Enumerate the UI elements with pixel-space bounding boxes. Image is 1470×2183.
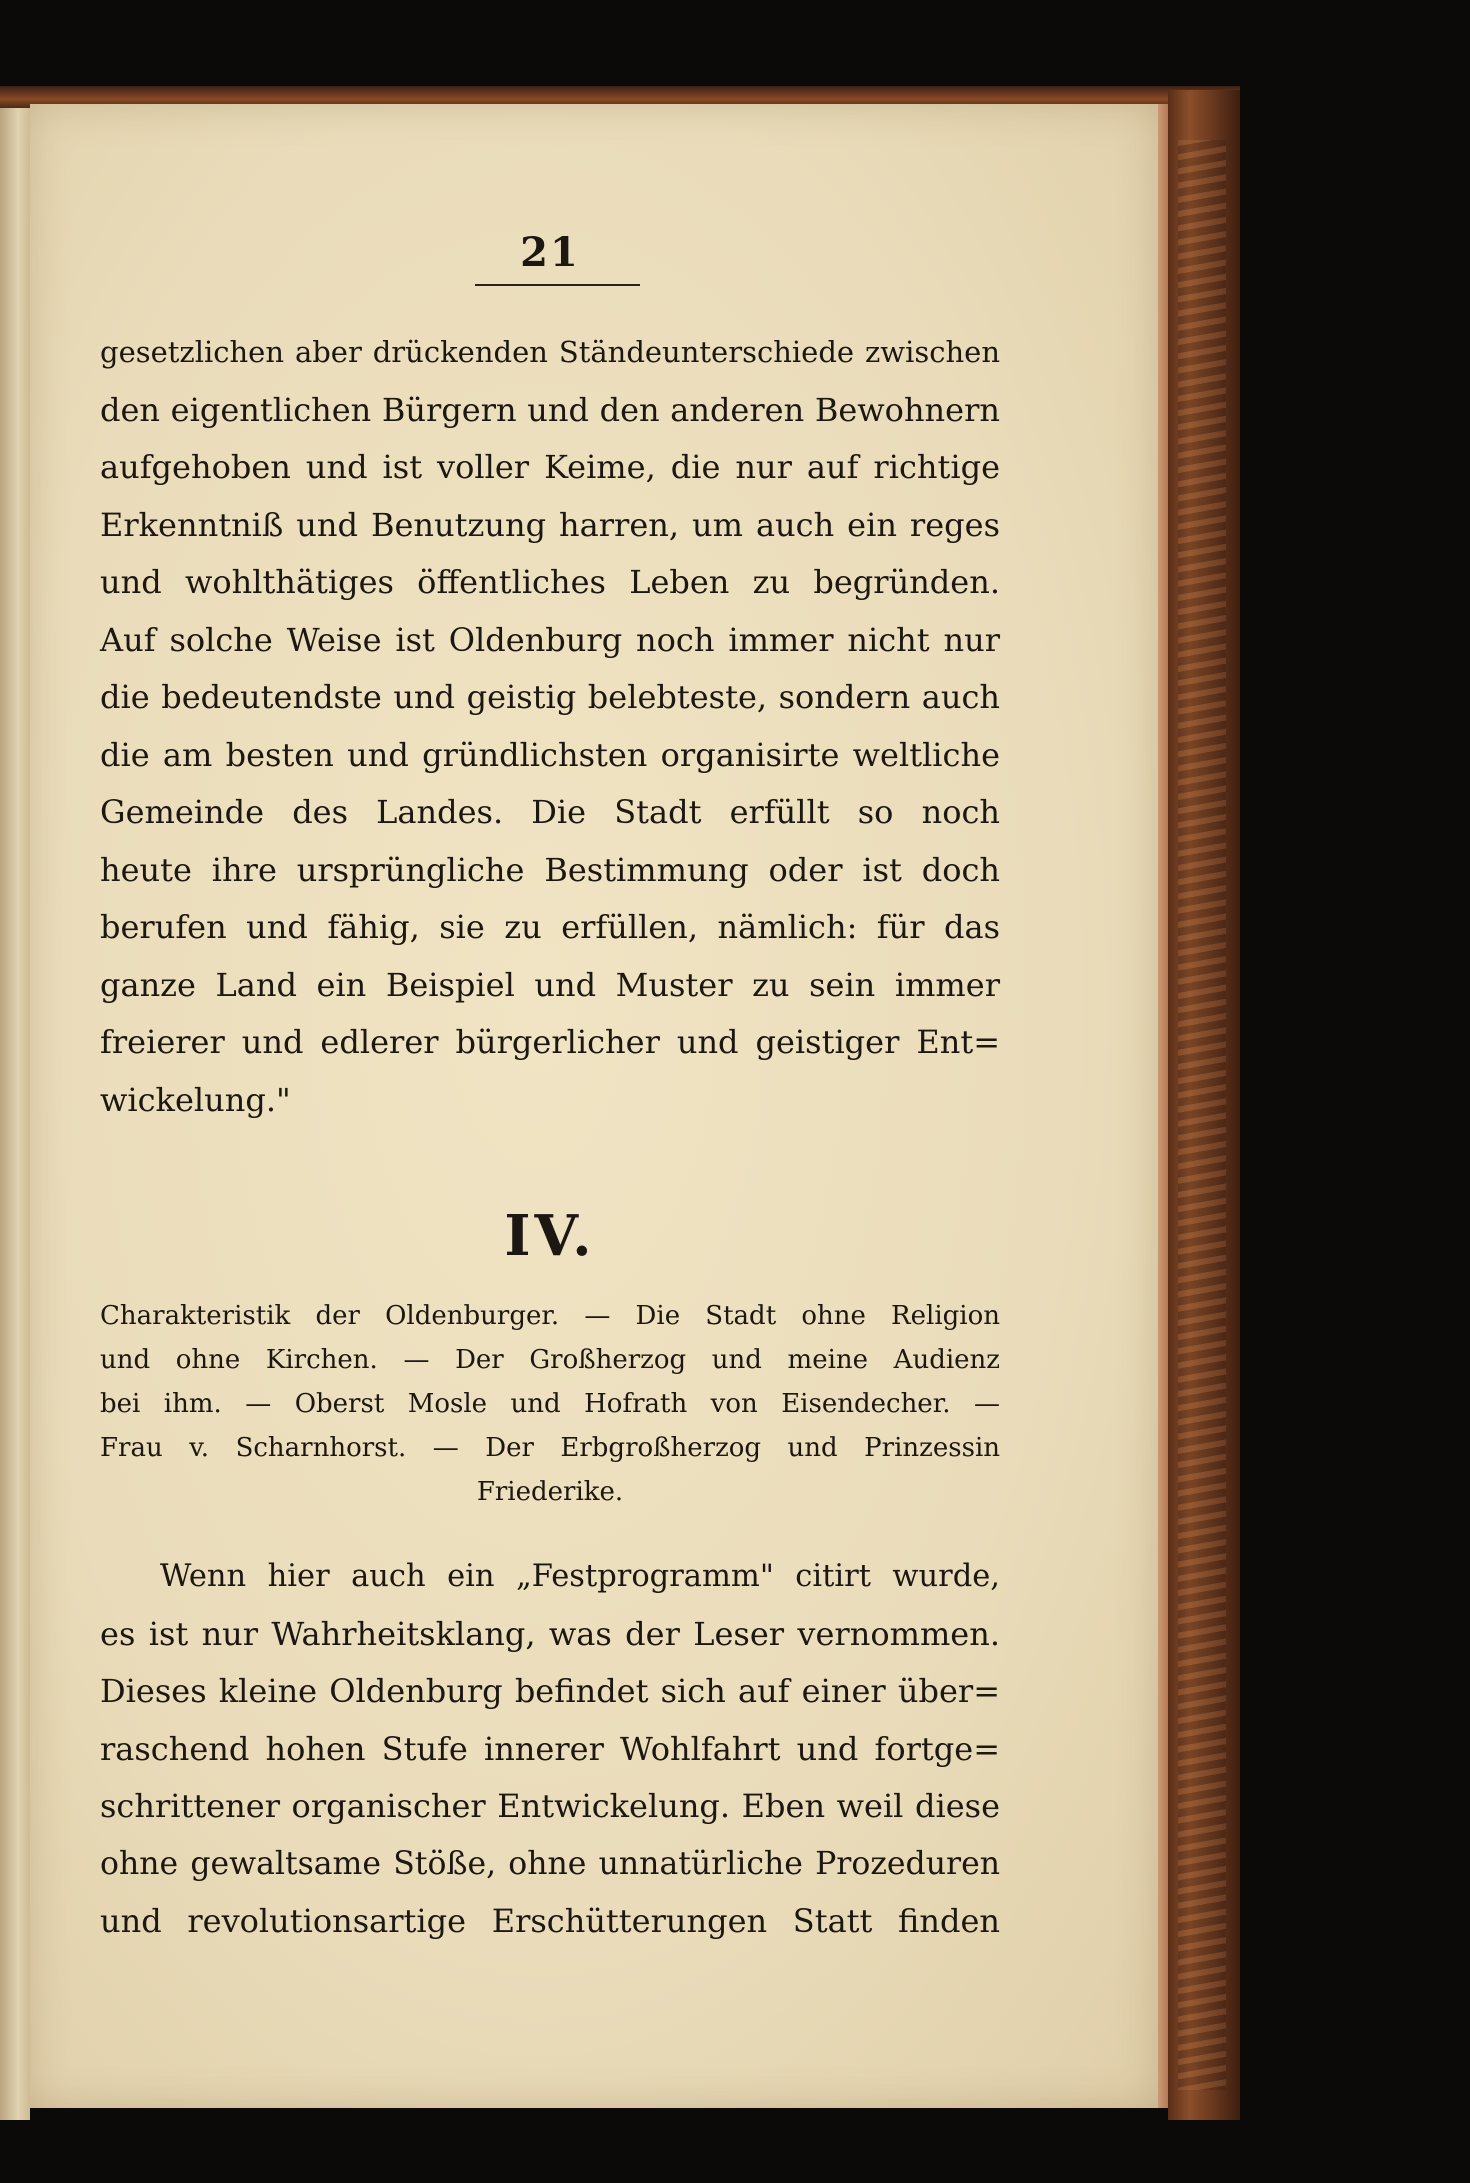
text-line: ganze Land ein Beispiel und Muster zu sein immer [100, 965, 1000, 1004]
chapter-summary [100, 1294, 1000, 1514]
summary-line: Charakteristik der Oldenburger. — Die Stadt ohne Religion [100, 1301, 1000, 1331]
page-number: 21 [520, 229, 580, 276]
paragraph [100, 1548, 1000, 1951]
summary-line: Friederike. [476, 1477, 624, 1507]
text-line: raschend hohen Stufe innerer Wohlfahrt und fortge= [100, 1729, 1000, 1768]
summary-line: Frau v. Scharnhorst. — Der Erbgroßherzog und Prinzessin [100, 1433, 1000, 1463]
text-line: wickelung." [100, 1080, 291, 1119]
text-line: Gemeinde des Landes. Die Stadt erfüllt so noch [100, 793, 1000, 831]
text-line: aufgehoben und ist voller Keime, die nur auf richtige [100, 448, 1000, 486]
paragraph-continued [100, 324, 1000, 1129]
text-line: und revolutionsartige Erschütterungen Statt finden [100, 1902, 1000, 1940]
text-line: die bedeutendste und geistig belebteste, sondern auch [100, 678, 1000, 716]
summary-line: bei ihm. — Oberst Mosle und Hofrath von Eisendecher. — [100, 1389, 1000, 1419]
summary-line: und ohne Kirchen. — Der Großherzog und meine Audienz [100, 1345, 1000, 1375]
leather-texture [1178, 140, 1226, 2090]
text-line: schrittener organischer Entwickelung. Eben weil diese [100, 1787, 1000, 1825]
text-line: es ist nur Wahrheitsklang, was der Leser vernommen. [100, 1614, 1000, 1653]
text-line: Wenn hier auch ein „Festprogramm" citirt wurde, [160, 1559, 1000, 1594]
left-page-edge [0, 100, 30, 2120]
page-number-rule [475, 284, 640, 286]
text-line: den eigentlichen Bürgern und den anderen Bewohnern [100, 390, 1000, 429]
text-line: die am besten und gründlichsten organisirte weltliche [100, 735, 1000, 774]
page-edge [1158, 104, 1168, 2108]
text-line: gesetzlichen aber drückenden Ständeunterschiede zwischen [100, 335, 1000, 369]
text-line: und wohlthätiges öffentliches Leben zu begründen. [100, 563, 1000, 601]
text-line: berufen und fähig, sie zu erfüllen, nämlich: für das [100, 908, 1000, 946]
chapter-heading: IV. [504, 1203, 596, 1269]
text-line: Dieses kleine Oldenburg befindet sich auf einer über= [100, 1672, 1000, 1710]
text-line: freierer und edlerer bürgerlicher und geistiger Ent= [100, 1023, 1000, 1061]
text-line: heute ihre ursprüngliche Bestimmung oder ist doch [100, 850, 1000, 889]
text-line: Auf solche Weise ist Oldenburg noch immer nicht nur [100, 620, 1000, 659]
text-line: ohne gewaltsame Stöße, ohne unnatürliche Prozeduren [100, 1845, 1000, 1882]
text-line: Erkenntniß und Benutzung harren, um auch ein reges [100, 505, 1000, 544]
